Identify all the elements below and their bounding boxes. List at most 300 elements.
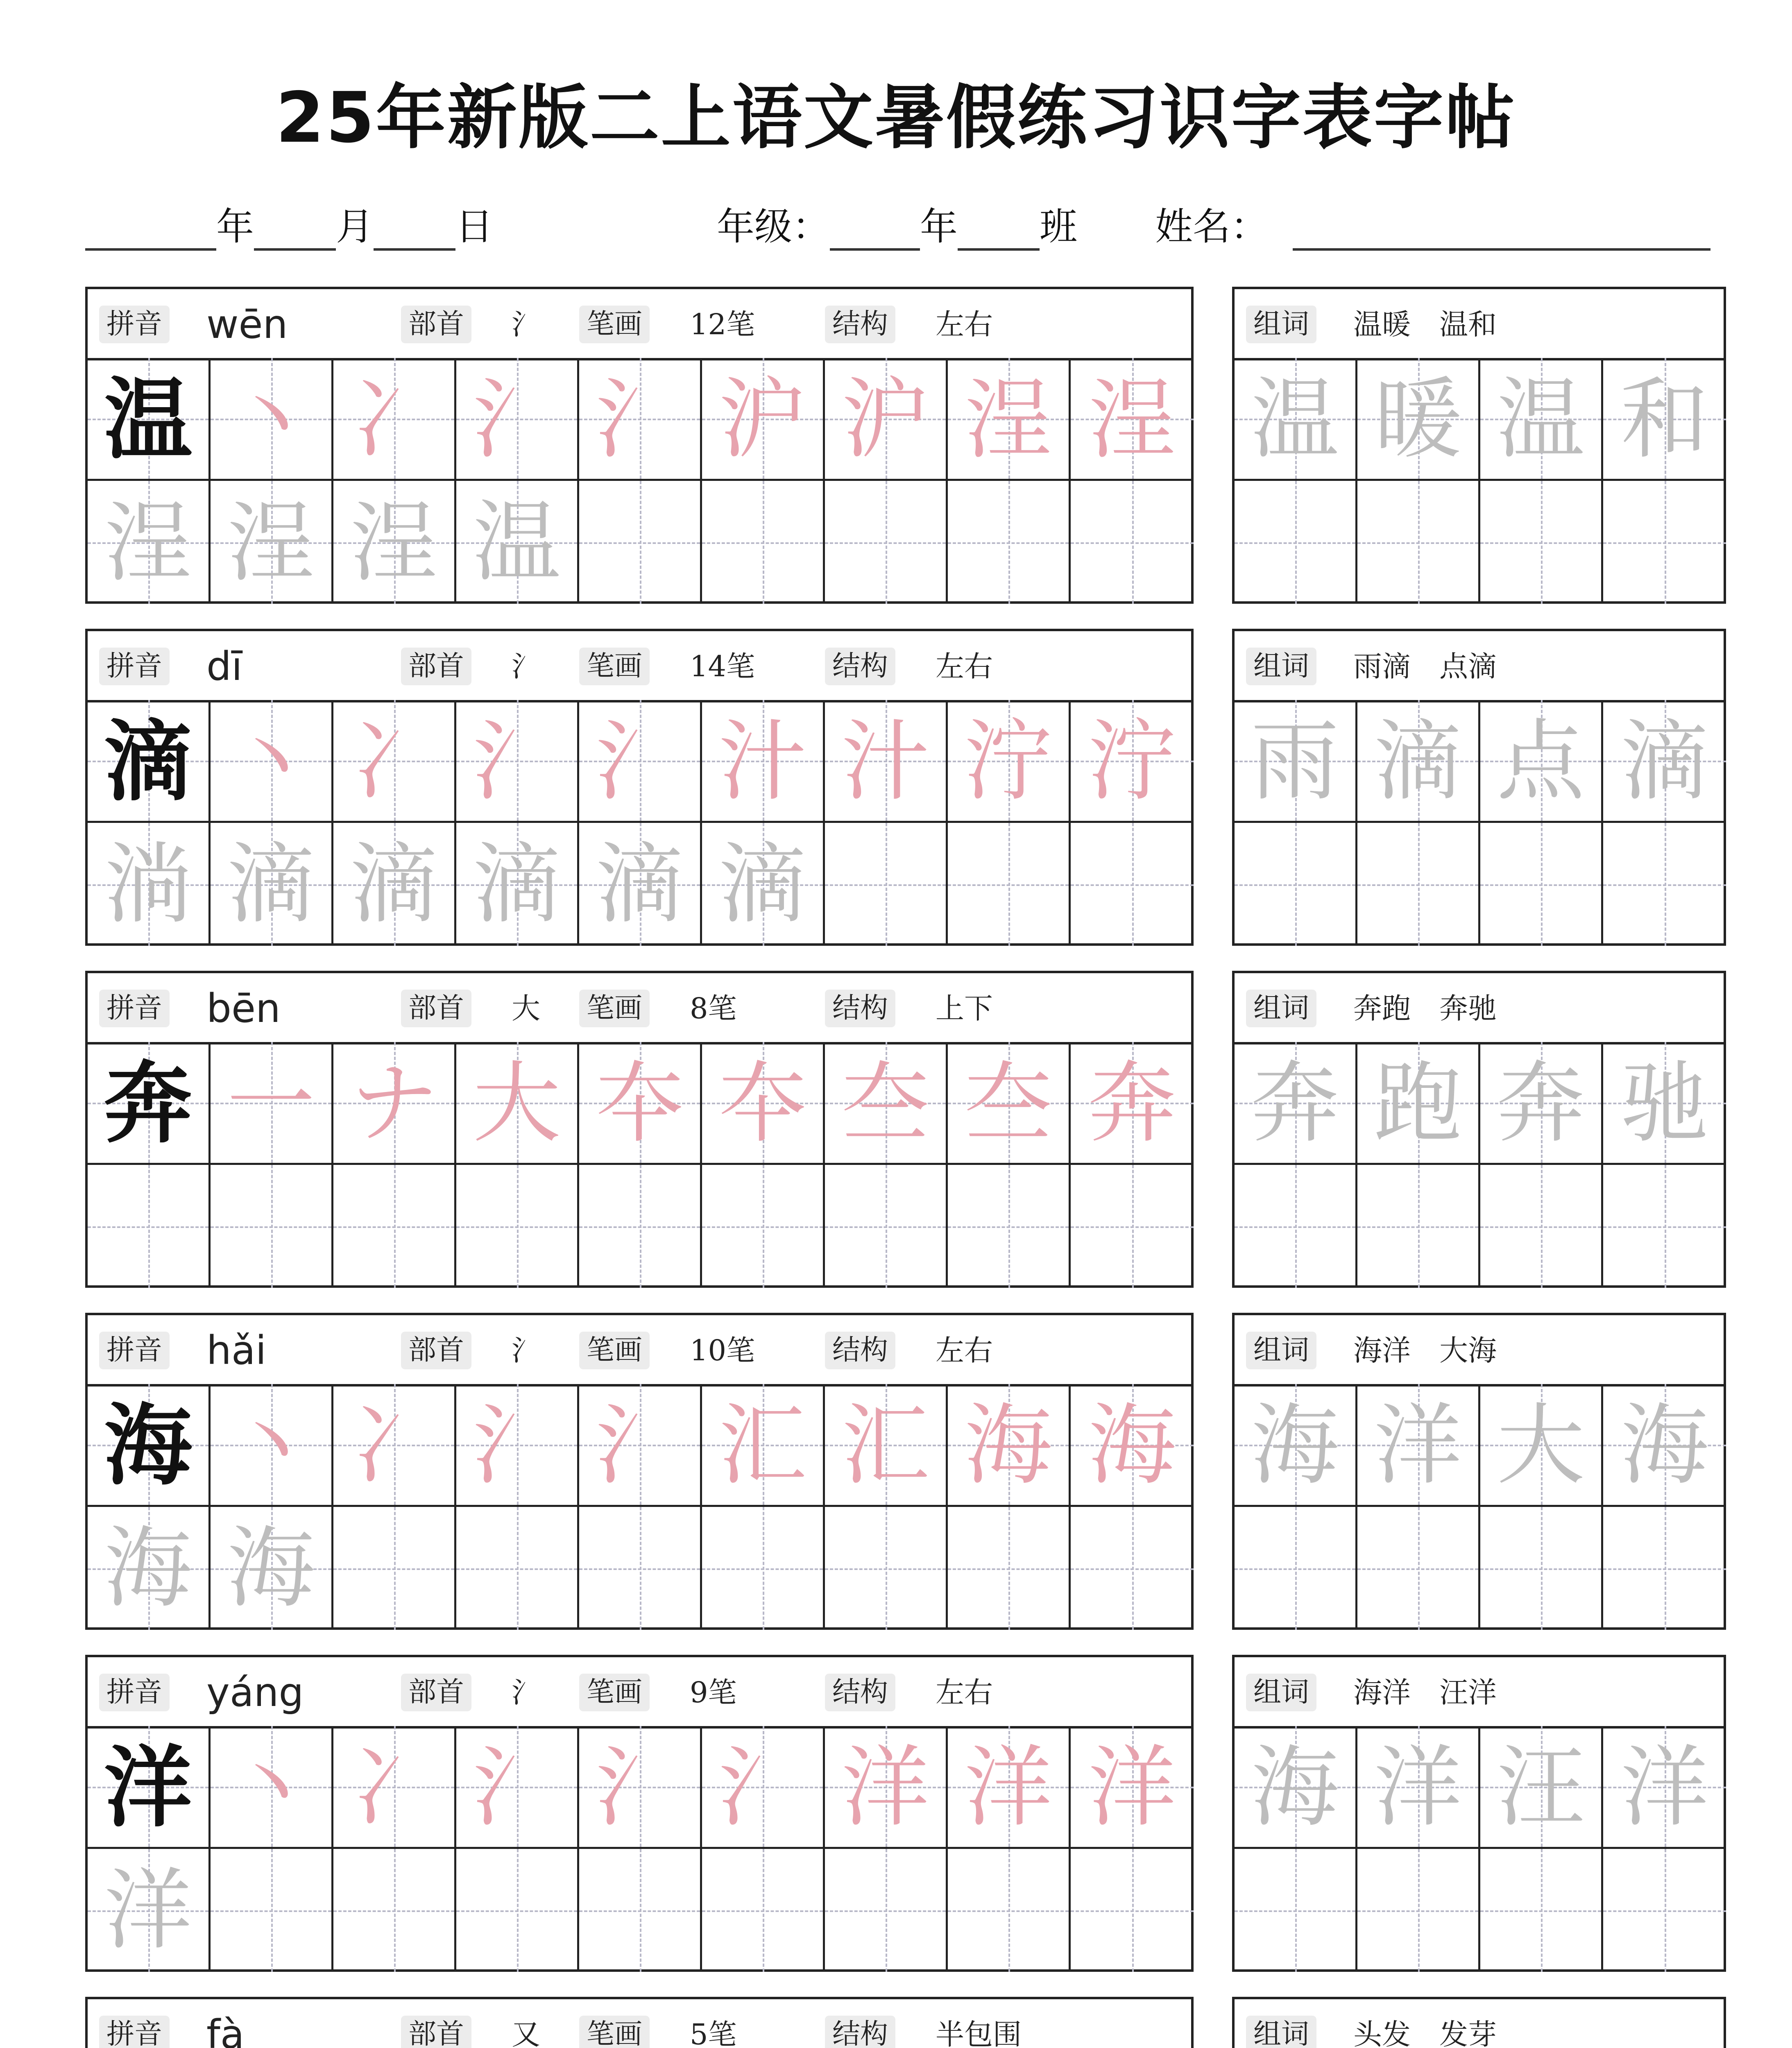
grid-cell[interactable] (948, 481, 1071, 604)
radical-tag: 部首 (401, 1332, 471, 1369)
grid-cell[interactable] (579, 1042, 702, 1165)
stroke-step-character: 温 (473, 491, 561, 594)
model-character: 温 (104, 367, 192, 471)
strokes-tag: 笔画 (579, 306, 650, 343)
grid-cell[interactable] (1480, 481, 1603, 604)
grid-cell[interactable] (1235, 481, 1357, 604)
grid-cell[interactable] (948, 358, 1071, 481)
grid-cell[interactable] (1071, 1042, 1194, 1165)
grid-cell[interactable] (456, 823, 579, 946)
pinyin-value: fà (206, 2012, 245, 2048)
stroke-step-character: 滴 (473, 833, 561, 936)
words-value: 奔跑 奔驰 (1353, 992, 1497, 1025)
grid-cell[interactable] (1357, 1042, 1480, 1165)
words-card-hǎi (1232, 1313, 1726, 1630)
year-blank[interactable] (85, 215, 216, 251)
stroke-step-character: 洋 (841, 1736, 929, 1839)
grid-cell[interactable] (579, 1165, 702, 1288)
grid-cell[interactable] (825, 1726, 948, 1849)
model-character: 洋 (104, 1735, 192, 1839)
structure-value: 左右 (936, 1676, 993, 1709)
grid-cell[interactable] (825, 1507, 948, 1630)
grid-cell[interactable] (456, 1507, 579, 1630)
stroke-step-character: 海 (227, 1517, 315, 1620)
grid-cell[interactable] (825, 1849, 948, 1972)
grid-cell[interactable] (702, 823, 825, 946)
grid-cell[interactable] (456, 358, 579, 481)
stroke-step-character: 冫 (350, 710, 438, 813)
word-trace-character: 雨 (1251, 710, 1339, 813)
words-header (1235, 973, 1724, 1044)
grade-line (717, 197, 1077, 251)
grid-cell[interactable] (702, 1507, 825, 1630)
words-tag: 组词 (1246, 990, 1316, 1027)
words-card-fà (1232, 1997, 1726, 2048)
grid-cell[interactable] (1480, 823, 1603, 946)
grid-cell[interactable] (948, 1849, 1071, 1972)
card-header (88, 1657, 1191, 1729)
grid-cell[interactable] (1603, 1849, 1726, 1972)
model-character: 海 (104, 1393, 192, 1497)
grid-cell[interactable] (333, 700, 456, 823)
grid-cell[interactable] (1071, 1849, 1194, 1972)
grid-cell[interactable] (211, 481, 333, 604)
grid-cell[interactable] (1071, 823, 1194, 946)
grid-cell[interactable] (1235, 1042, 1357, 1165)
stroke-step-character: 一 (227, 1052, 315, 1155)
strokes-value: 12笔 (690, 308, 755, 341)
grid-cell[interactable] (1603, 1384, 1726, 1507)
words-value: 头发 发芽 (1353, 2018, 1497, 2048)
structure-value: 左右 (936, 1334, 993, 1367)
pinyin-value: wēn (206, 301, 288, 347)
grid-cell[interactable] (211, 1507, 333, 1630)
grid-cell[interactable] (88, 1165, 211, 1288)
words-header (1235, 1999, 1724, 2048)
grid-cell[interactable] (456, 700, 579, 823)
grade-blank[interactable] (830, 215, 920, 251)
grid-cell[interactable] (456, 1042, 579, 1165)
grid-cell[interactable] (211, 823, 333, 946)
grade-year-label: 年 (920, 205, 958, 249)
stroke-step-character: 丶 (227, 1394, 315, 1497)
radical-value: 氵 (512, 308, 540, 341)
words-card-yáng (1232, 1655, 1726, 1972)
stroke-step-character: 洋 (1088, 1736, 1176, 1839)
word-trace-character: 洋 (1620, 1736, 1709, 1839)
grid-cell[interactable] (333, 1726, 456, 1849)
word-trace-character: 海 (1251, 1736, 1339, 1839)
grid-cell[interactable] (211, 1726, 333, 1849)
structure-value: 左右 (936, 308, 993, 341)
grid-cell[interactable] (1357, 1726, 1480, 1849)
grid-cell[interactable] (1071, 1726, 1194, 1849)
radical-value: 氵 (512, 1334, 540, 1367)
words-card-dī (1232, 629, 1726, 946)
grid-cell[interactable] (88, 1507, 211, 1630)
stroke-step-character: 夳 (841, 1052, 929, 1155)
grid-cell[interactable] (211, 700, 333, 823)
stroke-step-character: 氵 (596, 1736, 684, 1839)
grid-cell[interactable] (88, 1726, 211, 1849)
char-card-bēn (85, 971, 1194, 1288)
class-blank[interactable] (958, 215, 1040, 251)
grid-cell[interactable] (702, 1042, 825, 1165)
grid-cell[interactable] (702, 1726, 825, 1849)
grid-cell[interactable] (1480, 1849, 1603, 1972)
char-card-dī (85, 629, 1194, 946)
stroke-step-character: 氵 (473, 1736, 561, 1839)
stroke-step-character: 冫 (350, 368, 438, 471)
word-trace-character: 驰 (1620, 1052, 1709, 1155)
grid-cell[interactable] (333, 823, 456, 946)
grid-cell[interactable] (1357, 358, 1480, 481)
month-label: 月 (336, 205, 374, 249)
grid-cell[interactable] (1480, 1165, 1603, 1288)
words-card-wēn (1232, 287, 1726, 604)
stroke-step-character: 沪 (718, 368, 807, 471)
grid-cell[interactable] (333, 358, 456, 481)
word-trace-character: 海 (1251, 1394, 1339, 1497)
stroke-step-character: 滴 (227, 833, 315, 936)
grid-cell[interactable] (579, 1726, 702, 1849)
card-header (88, 1999, 1191, 2048)
pinyin-value: yáng (206, 1670, 304, 1715)
words-tag: 组词 (1246, 2016, 1316, 2048)
grid-cell[interactable] (1603, 1042, 1726, 1165)
class-label: 班 (1040, 205, 1078, 249)
word-trace-character: 跑 (1374, 1052, 1462, 1155)
grid-cell[interactable] (825, 1384, 948, 1507)
strokes-value: 5笔 (690, 2018, 737, 2048)
grid-cell[interactable] (88, 358, 211, 481)
stroke-step-character: 氵 (596, 368, 684, 471)
word-trace-character: 温 (1497, 368, 1585, 471)
structure-value: 上下 (936, 992, 993, 1025)
grid-cell[interactable] (1480, 358, 1603, 481)
grid-cell[interactable] (211, 1849, 333, 1972)
grid-cell[interactable] (1603, 358, 1726, 481)
strokes-tag: 笔画 (579, 1332, 650, 1369)
grid-cell[interactable] (211, 1042, 333, 1165)
card-header (88, 289, 1191, 360)
structure-value: 左右 (936, 650, 993, 683)
strokes-value: 8笔 (690, 992, 737, 1025)
stroke-step-character: 奔 (1088, 1052, 1176, 1155)
grid-cell[interactable] (333, 1507, 456, 1630)
words-card-bēn (1232, 971, 1726, 1288)
stroke-step-character: 氵 (473, 1394, 561, 1497)
grid-cell[interactable] (1235, 1507, 1357, 1630)
grid-cell[interactable] (1603, 1507, 1726, 1630)
grid-cell[interactable] (1480, 1507, 1603, 1630)
radical-tag: 部首 (401, 1674, 471, 1711)
grid-cell[interactable] (1603, 823, 1726, 946)
grid-cell[interactable] (1235, 700, 1357, 823)
grid-cell[interactable] (211, 1384, 333, 1507)
strokes-value: 14笔 (690, 650, 755, 683)
stroke-step-character: 氵 (596, 710, 684, 813)
stroke-step-character: 丶 (227, 710, 315, 813)
stroke-step-character: 洋 (104, 1859, 192, 1962)
char-card-wēn (85, 287, 1194, 604)
structure-tag: 结构 (825, 2016, 895, 2048)
name-line (1155, 197, 1710, 251)
word-trace-character: 和 (1620, 368, 1709, 471)
grid-cell[interactable] (1357, 1165, 1480, 1288)
word-trace-character: 奔 (1251, 1052, 1339, 1155)
grid-cell[interactable] (333, 1042, 456, 1165)
grid-cell[interactable] (1603, 1726, 1726, 1849)
grid-cell[interactable] (1603, 481, 1726, 604)
grid-cell[interactable] (456, 1849, 579, 1972)
structure-tag: 结构 (825, 306, 895, 343)
grid-cell[interactable] (333, 1849, 456, 1972)
word-trace-character: 温 (1251, 368, 1339, 471)
grid-cell[interactable] (1235, 1165, 1357, 1288)
grid-cell[interactable] (1235, 1726, 1357, 1849)
stroke-step-character: 淌 (104, 833, 192, 936)
radical-value: 又 (512, 2018, 540, 2048)
grid-cell[interactable] (948, 1384, 1071, 1507)
strokes-value: 10笔 (690, 1334, 755, 1367)
pinyin-tag: 拼音 (99, 990, 170, 1027)
words-value: 温暖 温和 (1353, 308, 1497, 341)
pinyin-value: hǎi (206, 1328, 267, 1373)
stroke-step-character: 泞 (1088, 710, 1176, 813)
words-tag: 组词 (1246, 648, 1316, 685)
grid-cell[interactable] (1071, 700, 1194, 823)
words-value: 海洋 汪洋 (1353, 1676, 1497, 1709)
grid-cell[interactable] (948, 1042, 1071, 1165)
stroke-step-character: 冫 (350, 1394, 438, 1497)
word-trace-character: 奔 (1497, 1052, 1585, 1155)
grid-cell[interactable] (333, 1384, 456, 1507)
grid-cell[interactable] (579, 1849, 702, 1972)
word-trace-character: 汪 (1497, 1736, 1585, 1839)
grid-cell[interactable] (1357, 1849, 1480, 1972)
grid-cell[interactable] (456, 481, 579, 604)
words-header (1235, 1657, 1724, 1729)
stroke-step-character: 氵 (596, 1394, 684, 1497)
word-trace-character: 滴 (1620, 710, 1709, 813)
stroke-step-character: 浧 (350, 491, 438, 594)
stroke-step-character: 丶 (227, 368, 315, 471)
structure-tag: 结构 (825, 648, 895, 685)
structure-tag: 结构 (825, 1332, 895, 1369)
name-label: 姓名： (1155, 205, 1269, 249)
grid-cell[interactable] (1480, 700, 1603, 823)
stroke-step-character: 大 (473, 1052, 561, 1155)
grid-cell[interactable] (1480, 1042, 1603, 1165)
words-header (1235, 289, 1724, 360)
grid-cell[interactable] (702, 700, 825, 823)
grid-cell[interactable] (579, 1507, 702, 1630)
grid-cell[interactable] (1357, 823, 1480, 946)
stroke-step-character: 洋 (964, 1736, 1052, 1839)
words-header (1235, 631, 1724, 702)
grid-cell[interactable] (702, 1165, 825, 1288)
grid-cell[interactable] (88, 1042, 211, 1165)
grid-cell[interactable] (1071, 481, 1194, 604)
word-trace-character: 滴 (1374, 710, 1462, 813)
grid-cell[interactable] (1235, 1849, 1357, 1972)
model-character: 奔 (104, 1051, 192, 1155)
word-trace-character: 洋 (1374, 1394, 1462, 1497)
grid-cell[interactable] (88, 700, 211, 823)
year-label: 年 (216, 205, 254, 249)
stroke-step-character: 冫 (350, 1736, 438, 1839)
stroke-step-character: 浧 (227, 491, 315, 594)
structure-value: 半包围 (936, 2018, 1022, 2048)
strokes-tag: 笔画 (579, 2016, 650, 2048)
stroke-step-character: 浧 (1088, 368, 1176, 471)
grid-cell[interactable] (1357, 481, 1480, 604)
pinyin-value: dī (206, 643, 242, 689)
grid-cell[interactable] (88, 1384, 211, 1507)
stroke-step-character: 滴 (718, 833, 807, 936)
word-trace-character: 洋 (1374, 1736, 1462, 1839)
char-card-hǎi (85, 1313, 1194, 1630)
grid-cell[interactable] (1357, 1384, 1480, 1507)
char-card-yáng (85, 1655, 1194, 1972)
pinyin-tag: 拼音 (99, 2016, 170, 2048)
grid-cell[interactable] (1480, 1384, 1603, 1507)
strokes-tag: 笔画 (579, 1674, 650, 1711)
radical-tag: 部首 (401, 306, 471, 343)
stroke-step-character: 夳 (964, 1052, 1052, 1155)
stroke-step-character: 夲 (596, 1052, 684, 1155)
grid-cell[interactable] (948, 1165, 1071, 1288)
day-blank[interactable] (374, 215, 455, 251)
grid-cell[interactable] (579, 823, 702, 946)
radical-tag: 部首 (401, 2016, 471, 2048)
pinyin-tag: 拼音 (99, 306, 170, 343)
word-trace-character: 海 (1620, 1394, 1709, 1497)
grid-cell[interactable] (948, 1726, 1071, 1849)
word-trace-character: 大 (1497, 1394, 1585, 1497)
stroke-step-character: 夲 (718, 1052, 807, 1155)
grid-cell[interactable] (211, 358, 333, 481)
grid-cell[interactable] (1071, 1165, 1194, 1288)
words-header (1235, 1315, 1724, 1386)
stroke-step-character: 汁 (718, 710, 807, 813)
grid-cell[interactable] (579, 358, 702, 481)
stroke-step-character: 泞 (964, 710, 1052, 813)
grid-cell[interactable] (825, 481, 948, 604)
grid-cell[interactable] (1235, 1384, 1357, 1507)
grid-cell[interactable] (456, 1165, 579, 1288)
radical-tag: 部首 (401, 990, 471, 1027)
model-character: 滴 (104, 709, 192, 813)
grid-cell[interactable] (702, 1384, 825, 1507)
grid-cell[interactable] (333, 481, 456, 604)
grid-cell[interactable] (88, 823, 211, 946)
grid-cell[interactable] (211, 1165, 333, 1288)
grid-cell[interactable] (456, 1726, 579, 1849)
grid-cell[interactable] (1480, 1726, 1603, 1849)
grid-cell[interactable] (948, 823, 1071, 946)
words-tag: 组词 (1246, 1332, 1316, 1369)
grid-cell[interactable] (1235, 358, 1357, 481)
stroke-step-character: 浧 (964, 368, 1052, 471)
grid-cell[interactable] (1235, 823, 1357, 946)
stroke-step-character: 海 (964, 1394, 1052, 1497)
grid-cell[interactable] (1071, 1507, 1194, 1630)
grid-cell[interactable] (825, 358, 948, 481)
stroke-step-character: 滴 (350, 833, 438, 936)
pinyin-tag: 拼音 (99, 648, 170, 685)
strokes-value: 9笔 (690, 1676, 737, 1709)
words-value: 海洋 大海 (1353, 1334, 1497, 1367)
stroke-step-character: 浧 (104, 491, 192, 594)
grid-cell[interactable] (456, 1384, 579, 1507)
stroke-step-character: 氵 (473, 368, 561, 471)
grid-cell[interactable] (948, 700, 1071, 823)
stroke-step-character: 氵 (718, 1736, 807, 1839)
pinyin-tag: 拼音 (99, 1332, 170, 1369)
grid-cell[interactable] (579, 1384, 702, 1507)
words-tag: 组词 (1246, 1674, 1316, 1711)
grid-cell[interactable] (1071, 358, 1194, 481)
grid-cell[interactable] (1603, 700, 1726, 823)
card-header (88, 973, 1191, 1044)
month-blank[interactable] (254, 215, 336, 251)
grid-cell[interactable] (702, 1849, 825, 1972)
grid-cell[interactable] (825, 1042, 948, 1165)
stroke-step-character: ナ (350, 1052, 438, 1155)
grid-cell[interactable] (88, 481, 211, 604)
strokes-tag: 笔画 (579, 648, 650, 685)
grid-cell[interactable] (948, 1507, 1071, 1630)
word-trace-character: 暖 (1374, 368, 1462, 471)
grid-cell[interactable] (702, 481, 825, 604)
structure-tag: 结构 (825, 990, 895, 1027)
radical-tag: 部首 (401, 648, 471, 685)
stroke-step-character: 海 (1088, 1394, 1176, 1497)
grid-cell[interactable] (1071, 1384, 1194, 1507)
grid-cell[interactable] (333, 1165, 456, 1288)
grid-cell[interactable] (579, 481, 702, 604)
grade-label: 年级： (717, 205, 830, 249)
grid-cell[interactable] (825, 1165, 948, 1288)
grid-cell[interactable] (1357, 700, 1480, 823)
grid-cell[interactable] (702, 358, 825, 481)
char-card-fà (85, 1997, 1194, 2048)
card-header (88, 631, 1191, 702)
grid-cell[interactable] (579, 700, 702, 823)
grid-cell[interactable] (88, 1849, 211, 1972)
day-label: 日 (455, 205, 494, 249)
structure-tag: 结构 (825, 1674, 895, 1711)
name-blank[interactable] (1293, 215, 1710, 251)
grid-cell[interactable] (825, 700, 948, 823)
grid-cell[interactable] (825, 823, 948, 946)
stroke-step-character: 汇 (718, 1394, 807, 1497)
page-title: 25年新版二上语文暑假练习识字表字帖 (276, 77, 1516, 159)
grid-cell[interactable] (1357, 1507, 1480, 1630)
words-value: 雨滴 点滴 (1353, 650, 1497, 683)
pinyin-tag: 拼音 (99, 1674, 170, 1711)
date-line (85, 197, 493, 251)
stroke-step-character: 海 (104, 1517, 192, 1620)
stroke-step-character: 汇 (841, 1394, 929, 1497)
radical-value: 氵 (512, 650, 540, 683)
card-header (88, 1315, 1191, 1386)
grid-cell[interactable] (1603, 1165, 1726, 1288)
pinyin-value: bēn (206, 985, 281, 1031)
stroke-step-character: 汁 (841, 710, 929, 813)
